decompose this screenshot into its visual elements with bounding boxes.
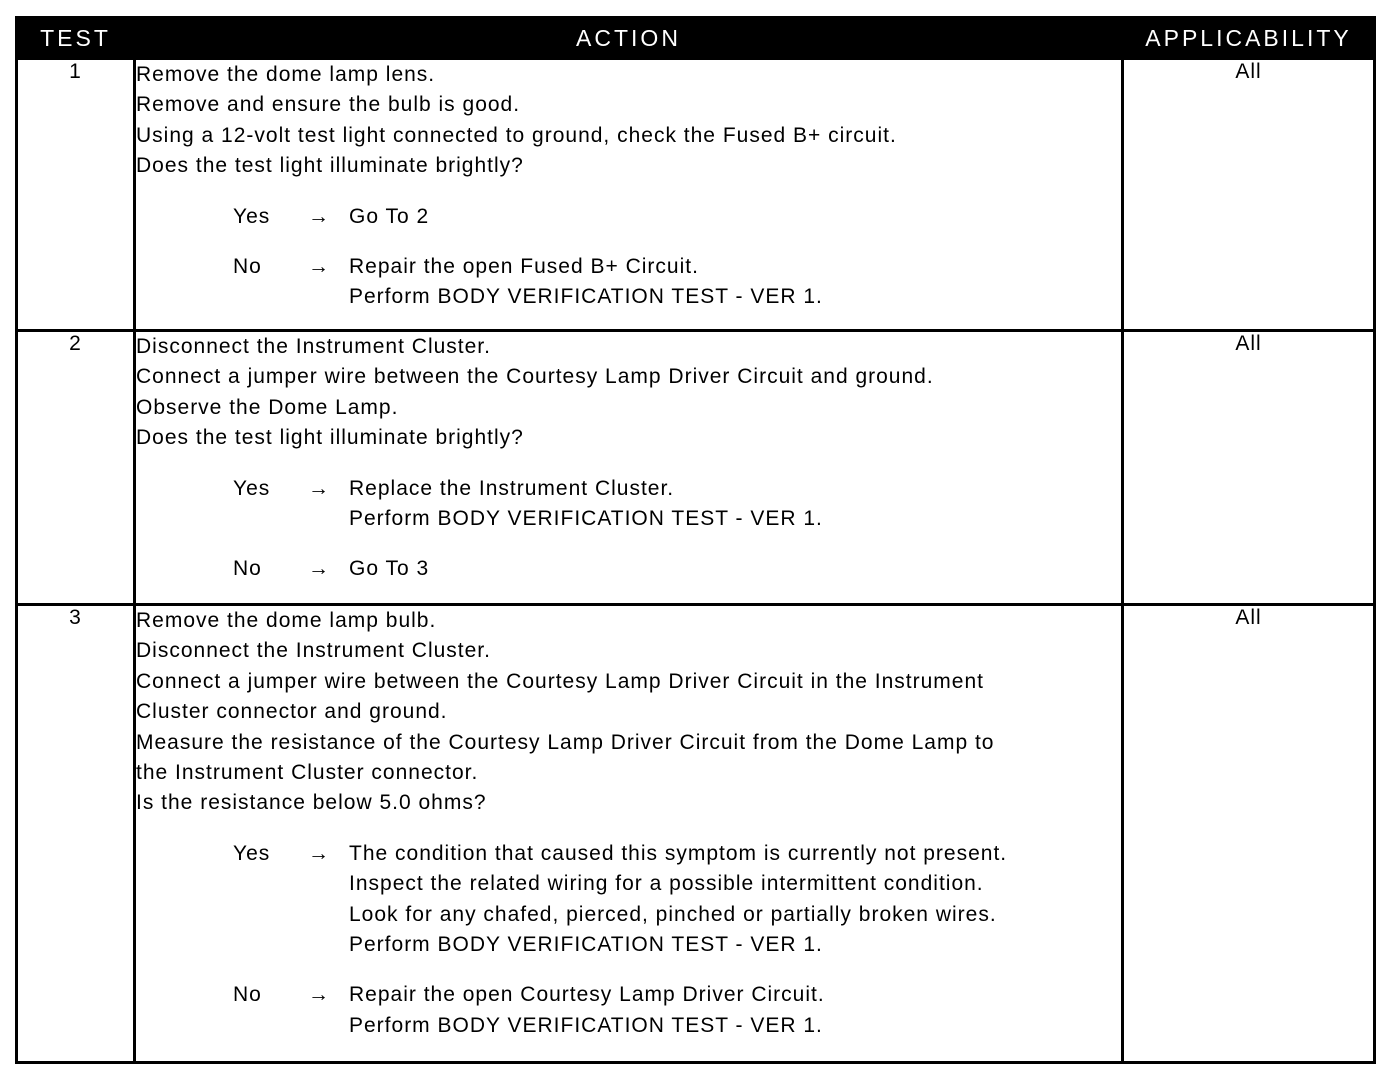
- step-line: Remove the dome lamp lens.: [136, 63, 436, 86]
- arrow-icon: →: [308, 841, 330, 865]
- no-label: No: [233, 255, 262, 279]
- outcome-line: Replace the Instrument Cluster.: [349, 476, 675, 500]
- header-action: ACTION: [135, 18, 1123, 59]
- header-row: [17, 18, 1375, 59]
- arrow-icon: →: [308, 983, 330, 1007]
- arrow-icon: →: [308, 204, 330, 228]
- test-number: 2: [17, 331, 135, 605]
- test-number: 1: [17, 59, 135, 331]
- outcome-line: Go To 3: [349, 557, 430, 581]
- outcome-line: Go To 2: [349, 204, 430, 228]
- step-line: Cluster connector and ground.: [136, 700, 448, 724]
- no-result: [136, 252, 1121, 313]
- step-line: Remove and ensure the bulb is good.: [136, 93, 521, 117]
- no-label: No: [233, 983, 262, 1007]
- step-line: Remove the dome lamp bulb.: [136, 609, 437, 632]
- no-outcome: [349, 554, 429, 584]
- yes-outcome: [349, 474, 823, 535]
- test-number: 3: [17, 605, 135, 1063]
- step-list: [136, 606, 1121, 819]
- step-line: Using a 12-volt test light connected to ground, check the Fused B+ circuit.: [136, 123, 897, 147]
- outcome-line: Perform BODY VERIFICATION TEST - VER 1.: [349, 1013, 823, 1037]
- step-line: Connect a jumper wire between the Courtesy Lamp Driver Circuit and ground.: [136, 365, 934, 389]
- applicability-value: All: [1123, 331, 1375, 605]
- outcome-line: Repair the open Fused B+ Circuit.: [349, 255, 699, 279]
- yes-outcome: [349, 202, 429, 232]
- diagnostic-table: [15, 16, 1376, 1064]
- step-list: [136, 60, 1121, 182]
- table-row: [17, 331, 1375, 605]
- step-line: Does the test light illuminate brightly?: [136, 426, 524, 450]
- arrow-icon: →: [308, 557, 330, 581]
- yes-outcome: [349, 839, 1007, 961]
- step-line: Disconnect the Instrument Cluster.: [136, 335, 491, 358]
- no-result: [136, 980, 1121, 1041]
- yes-result: [136, 202, 1121, 232]
- header-applicability: APPLICABILITY: [1123, 18, 1375, 59]
- arrow-icon: →: [308, 476, 330, 500]
- outcome-line: Inspect the related wiring for a possible intermittent condition.: [349, 872, 984, 896]
- step-line: Does the test light illuminate brightly?: [136, 154, 524, 178]
- header-test: TEST: [17, 18, 135, 59]
- table-row: [17, 605, 1375, 1063]
- step-list: [136, 332, 1121, 454]
- yes-label: Yes: [233, 841, 271, 865]
- applicability-value: All: [1123, 59, 1375, 331]
- no-label: No: [233, 557, 262, 581]
- step-line: Disconnect the Instrument Cluster.: [136, 639, 491, 663]
- action-cell: [135, 59, 1123, 331]
- outcome-line: Perform BODY VERIFICATION TEST - VER 1.: [349, 285, 823, 309]
- yes-label: Yes: [233, 204, 271, 228]
- step-line: Measure the resistance of the Courtesy Lamp Driver Circuit from the Dome Lamp to: [136, 730, 995, 754]
- step-line: the Instrument Cluster connector.: [136, 761, 479, 785]
- no-result: [136, 554, 1121, 584]
- yes-result: [136, 474, 1121, 535]
- table-row: [17, 59, 1375, 331]
- step-line: Is the resistance below 5.0 ohms?: [136, 791, 487, 815]
- outcome-line: Look for any chafed, pierced, pinched or partially broken wires.: [349, 902, 997, 926]
- step-line: Connect a jumper wire between the Courtesy Lamp Driver Circuit in the Instrument: [136, 669, 984, 693]
- yes-label: Yes: [233, 476, 271, 500]
- arrow-icon: →: [308, 255, 330, 279]
- outcome-line: Repair the open Courtesy Lamp Driver Circuit.: [349, 983, 825, 1007]
- action-cell: [135, 331, 1123, 605]
- step-line: Observe the Dome Lamp.: [136, 395, 399, 419]
- outcome-line: The condition that caused this symptom is currently not present.: [349, 841, 1008, 865]
- applicability-value: All: [1123, 605, 1375, 1063]
- outcome-line: Perform BODY VERIFICATION TEST - VER 1.: [349, 507, 823, 531]
- outcome-line: Perform BODY VERIFICATION TEST - VER 1.: [349, 933, 823, 957]
- no-outcome: [349, 252, 823, 313]
- yes-result: [136, 839, 1121, 961]
- no-outcome: [349, 980, 825, 1041]
- action-cell: [135, 605, 1123, 1063]
